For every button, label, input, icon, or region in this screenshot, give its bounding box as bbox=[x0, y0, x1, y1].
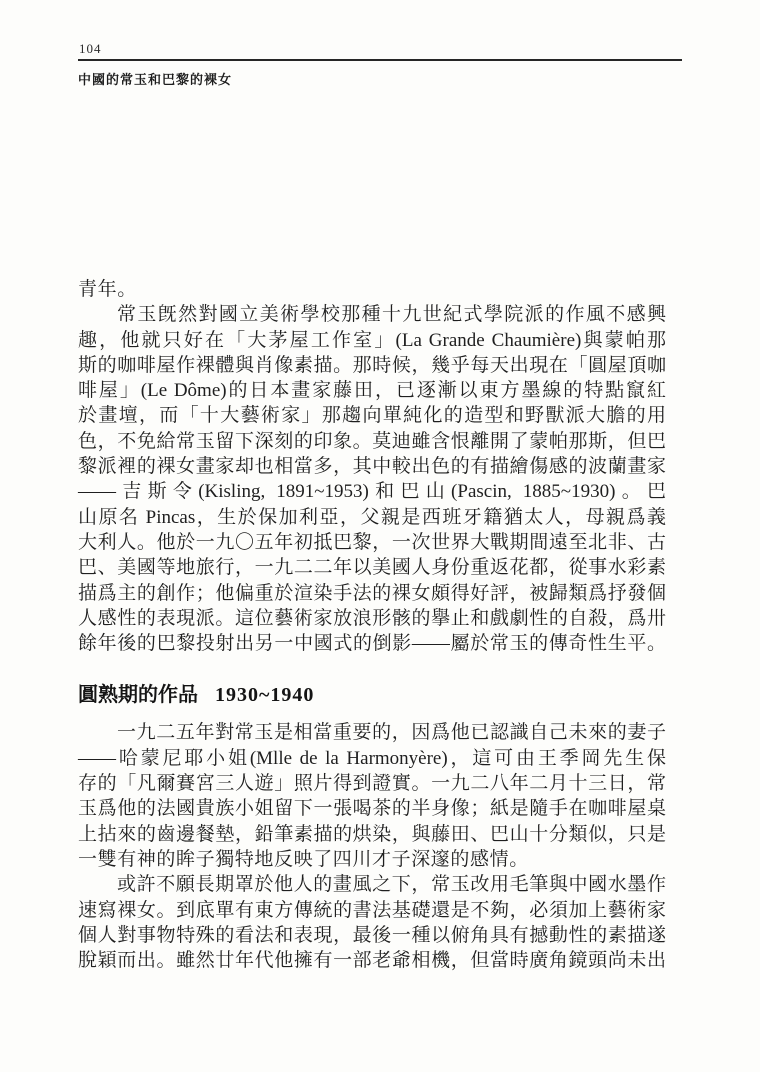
text-line: 速寫裸女。到底單有東方傳統的書法基礎還是不夠，必須加上藝術家 bbox=[78, 899, 666, 921]
text-line: 人感性的表現派。這位藝術家放浪形骸的擧止和戲劇性的自殺，爲卅 bbox=[78, 607, 666, 629]
text-line: 趣，他就只好在「大茅屋工作室」(La Grande Chaumière)與蒙帕那 bbox=[78, 329, 666, 351]
section-heading-years: 1930~1940 bbox=[215, 684, 315, 707]
page-number: 104 bbox=[79, 41, 102, 56]
section-heading-title: 圓熟期的作品 bbox=[78, 684, 198, 707]
text-line: 色，不免給常玉留下深刻的印象。莫迪雖含恨離開了蒙帕那斯，但巴 bbox=[78, 430, 666, 452]
text-line: 一雙有神的眸子獨特地反映了四川才子深邃的感情。 bbox=[78, 848, 529, 870]
text-line: 巴、美國等地旅行，一九二二年以美國人身份重返花都，從事水彩素 bbox=[78, 557, 666, 579]
text-line: ——吉斯令(Kisling, 1891~1953)和巴山(Pascin, 1885~1930)。巴 bbox=[78, 481, 666, 503]
running-head: 中國的常玉和巴黎的裸女 bbox=[78, 72, 233, 87]
text-line: 脫穎而出。雖然廿年代他擁有一部老爺相機，但當時廣角鏡頭尚未出 bbox=[78, 950, 666, 972]
text-line: 大利人。他於一九〇五年初抵巴黎，一次世界大戰期間遠至北非、古 bbox=[78, 531, 666, 553]
text-line: 青年。 bbox=[78, 279, 137, 300]
section-heading bbox=[78, 682, 666, 708]
text-line: 斯的咖啡屋作裸體與肖像素描。那時候，幾乎每天出現在「圓屋頂咖 bbox=[78, 354, 666, 376]
text-line: 上拈來的齒邊餐墊，鉛筆素描的烘染，與藤田、巴山十分類似，只是 bbox=[78, 823, 666, 845]
text-line: 個人對事物特殊的看法和表現，最後一種以俯角具有撼動性的素描遂 bbox=[78, 924, 666, 946]
text-line: 啡屋」(Le Dôme)的日本畫家藤田，已逐漸以東方墨線的特點竄紅 bbox=[78, 380, 666, 402]
text-line: 餘年後的巴黎投射出另一中國式的倒影——屬於常玉的傳奇性生平。 bbox=[78, 633, 666, 655]
header-rule bbox=[78, 59, 682, 61]
text-line: 或許不願長期罩於他人的畫風之下，常玉改用毛筆與中國水墨作 bbox=[117, 874, 666, 896]
text-line: 一九二五年對常玉是相當重要的，因爲他已認識自己未來的妻子 bbox=[117, 722, 666, 744]
text-line: 描爲主的創作；他偏重於渲染手法的裸女頗得好評，被歸類爲抒發個 bbox=[78, 582, 666, 604]
text-line: 玉爲他的法國貴族小姐留下一張喝茶的半身像；紙是隨手在咖啡屋桌 bbox=[78, 798, 666, 820]
text-line: 常玉旣然對國立美術學校那種十九世紀式學院派的作風不感興 bbox=[117, 304, 666, 326]
text-line: ——哈蒙尼耶小姐(Mlle de la Harmonyère)，這可由王季岡先生保 bbox=[78, 747, 666, 769]
text-line: 山原名 Pincas，生於保加利亞，父親是西班牙籍猶太人，母親爲義 bbox=[78, 506, 666, 528]
text-line: 黎派裡的裸女畫家却也相當多，其中較出色的有描繪傷感的波蘭畫家 bbox=[78, 456, 666, 478]
text-line: 於畫壇，而「十大藝術家」那趨向單純化的造型和野獸派大膽的用 bbox=[78, 405, 666, 427]
text-line: 存的「凡爾賽宮三人遊」照片得到證實。一九二八年二月十三日，常 bbox=[78, 773, 666, 795]
body-text bbox=[78, 277, 666, 973]
